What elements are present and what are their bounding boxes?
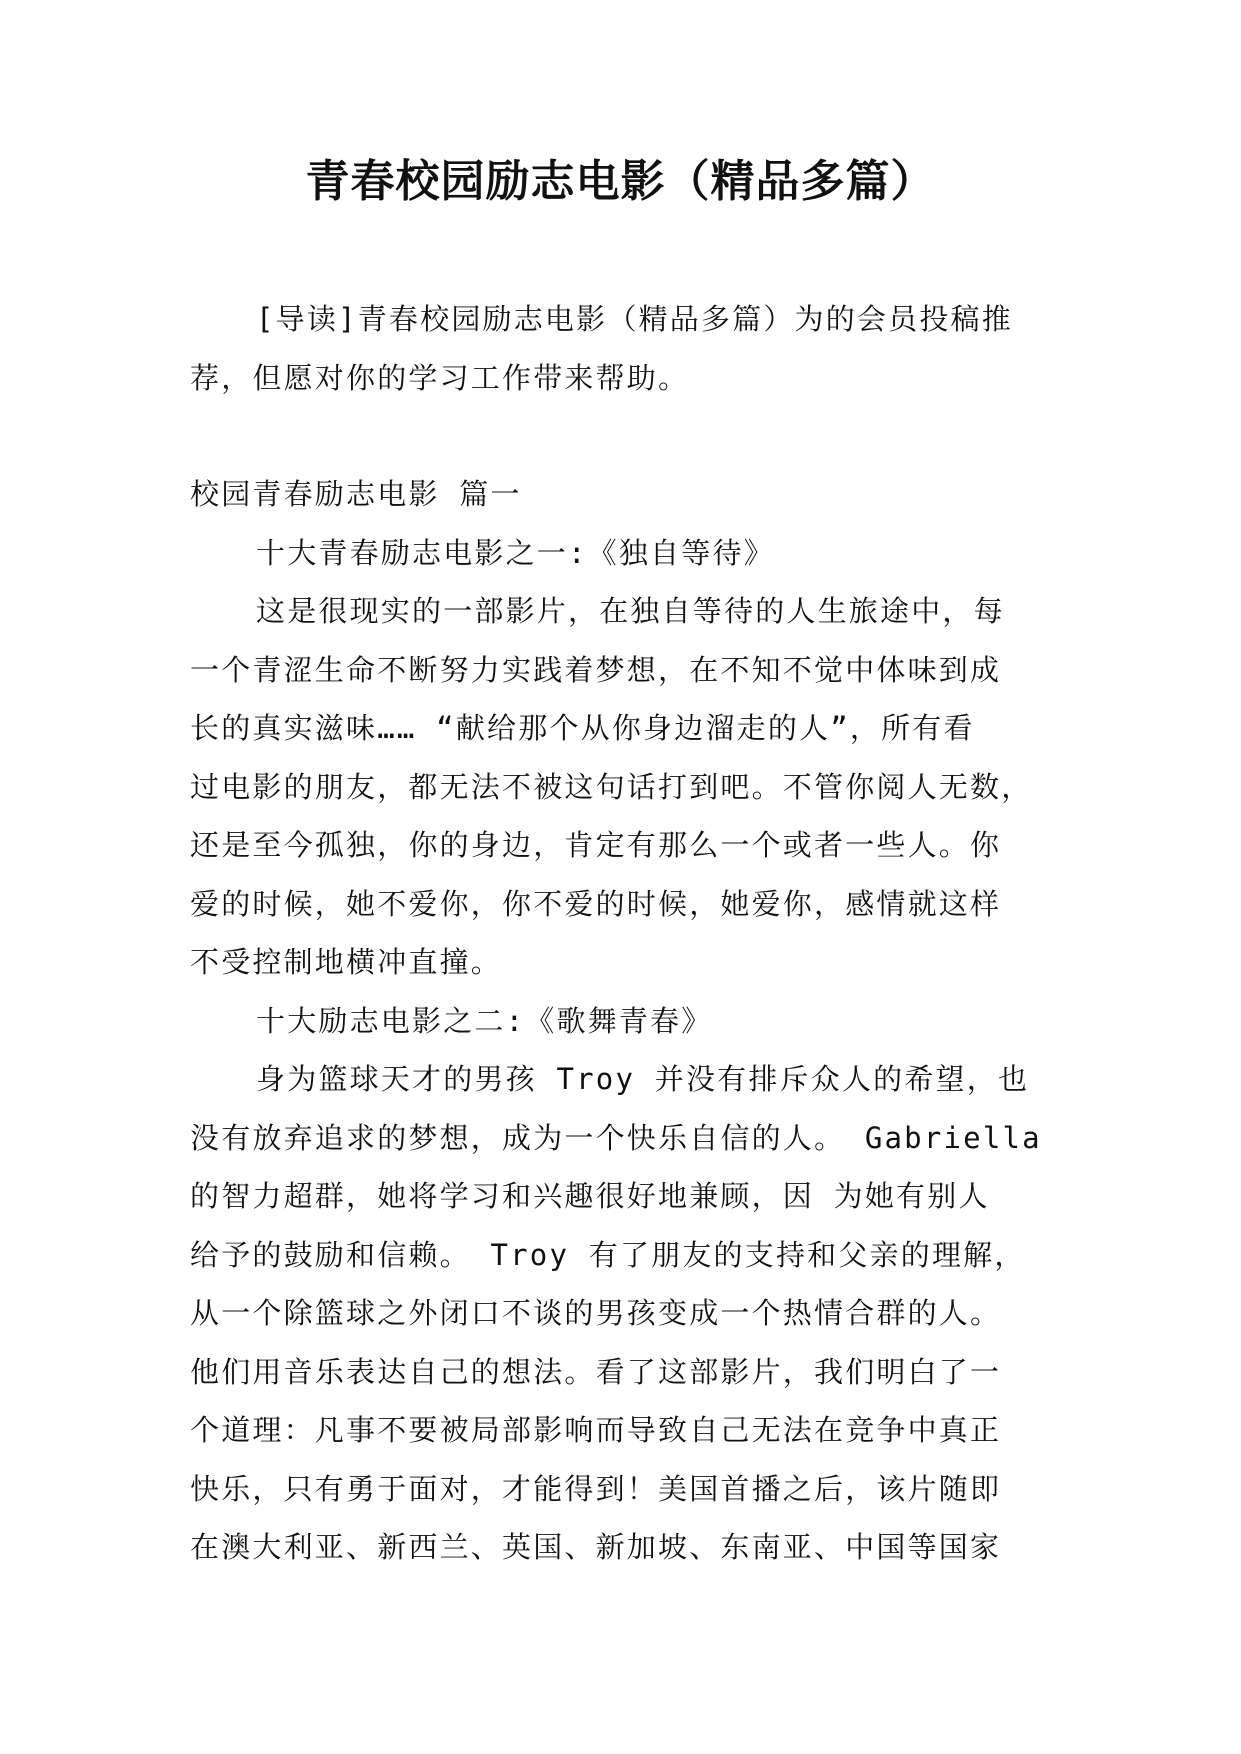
- page-title: 青春校园励志电影（精品多篇）: [305, 156, 936, 207]
- paragraph-line: 不受控制地横冲直撞。: [190, 945, 503, 979]
- paragraph-line: 身为篮球天才的男孩 Troy 并没有排斥众人的希望，也: [256, 1062, 1030, 1096]
- intro-line: 荐，但愿对你的学习工作带来帮助。: [190, 360, 690, 395]
- paragraph-line: 在澳大利亚、新西兰、英国、新加坡、东南亚、中国等国家: [190, 1530, 1002, 1564]
- paragraph-line: 这是很现实的一部影片，在独自等待的人生旅途中，每: [256, 594, 1005, 628]
- paragraph-line: 的智力超群，她将学习和兴趣很好地兼顾，因 为她有别人: [190, 1179, 990, 1213]
- paragraph-line: 给予的鼓励和信赖。 Troy 有了朋友的支持和父亲的理解，: [190, 1237, 1026, 1272]
- movie-heading: 十大青春励志电影之一:《独自等待》: [256, 535, 775, 570]
- article-body: [190, 465, 1070, 1577]
- paragraph-line: 没有放弃追求的梦想，成为一个快乐自信的人。 Gabriella: [190, 1120, 1042, 1155]
- section-heading: 校园青春励志电影 篇一: [190, 477, 522, 511]
- paragraph-line: 他们用音乐表达自己的想法。看了这部影片，我们明白了一: [190, 1354, 1002, 1389]
- paragraph-line: 过电影的朋友，都无法不被这句话打到吧。不管你阅人无数，: [190, 769, 1033, 804]
- paragraph-line: 个道理：凡事不要被局部影响而导致自己无法在竞争中真正: [190, 1413, 1002, 1447]
- intro-paragraph: [190, 290, 1070, 407]
- paragraph-line: 一个青涩生命不断努力实践着梦想，在不知不觉中体味到成: [190, 652, 1002, 687]
- paragraph-line: 爱的时候，她不爱你，你不爱的时候，她爱你，感情就这样: [190, 886, 1002, 921]
- intro-line: [导读]青春校园励志电影（精品多篇）为的会员投稿推: [256, 302, 1013, 336]
- paragraph-line: 长的真实滋味…… “献给那个从你身边溜走的人”，所有看: [190, 711, 975, 745]
- paragraph-line: 从一个除篮球之外闭口不谈的男孩变成一个热情合群的人。: [190, 1296, 1002, 1330]
- movie-heading: 十大励志电影之二:《歌舞青春》: [256, 1003, 713, 1038]
- paragraph-line: 还是至今孤独，你的身边，肯定有那么一个或者一些人。你: [190, 828, 1002, 862]
- paragraph-line: 快乐，只有勇于面对，才能得到！美国首播之后，该片随即: [190, 1471, 1002, 1506]
